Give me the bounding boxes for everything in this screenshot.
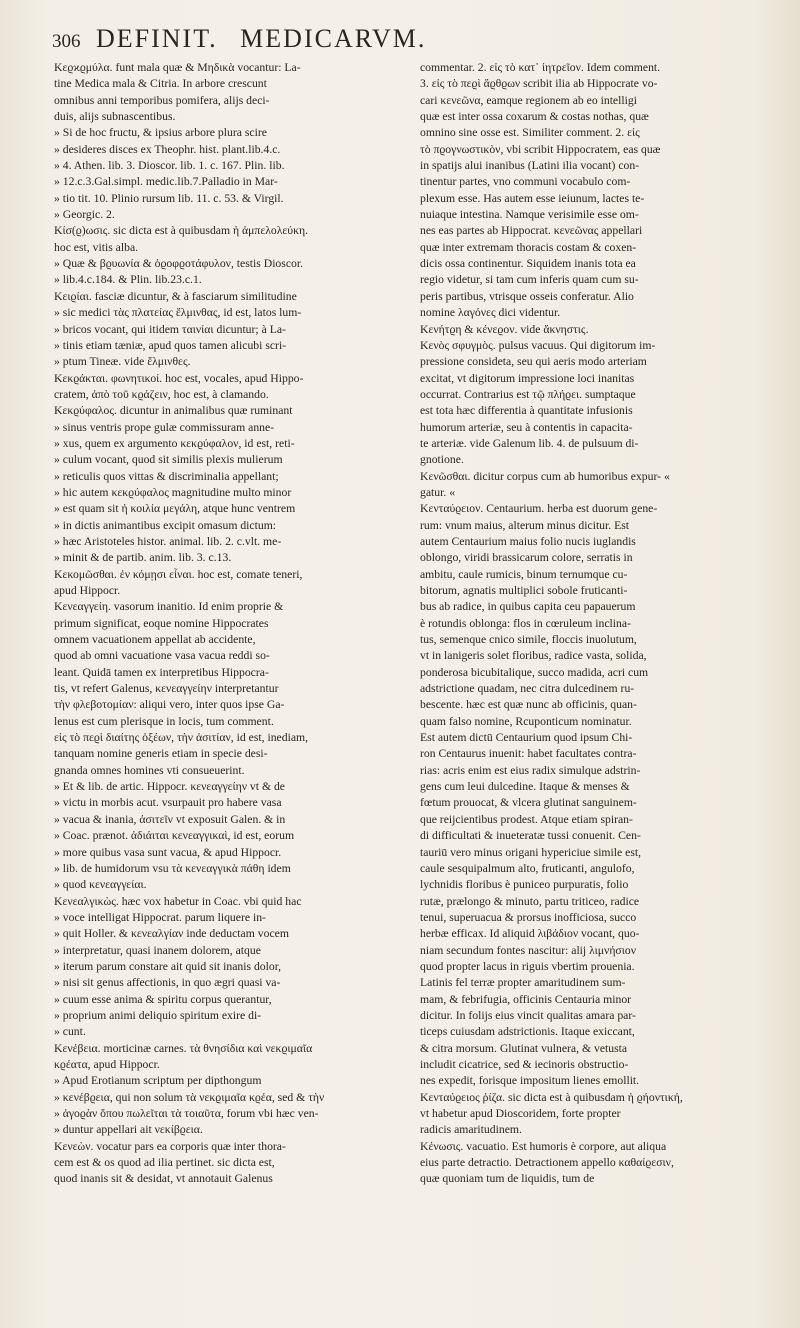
text-line: » cuum esse anima & spiritu corpus querantur, bbox=[54, 992, 272, 1006]
text-line: cari κενεῶνα, eamque regionem ab eo intelligi bbox=[420, 93, 637, 107]
text-line: » hæc Aristoteles histor. animal. lib. 2. c.vlt. me- bbox=[54, 534, 282, 548]
text-line: » tio tit. 10. Plinio rursum lib. 11. c. 53. & Virgil. bbox=[54, 191, 284, 205]
text-line: apud Hippocr. bbox=[54, 584, 121, 597]
text-line: commentar. 2. εἰς τὸ κατ᾿ ἰητρεῖον. Idem comment. bbox=[420, 61, 661, 74]
text-line: quæ inter extremam thoracis costam & coxen- bbox=[420, 240, 637, 254]
text-line: » minit & de partib. anim. lib. 3. c.13. bbox=[54, 551, 232, 565]
text-line: quæ est inter ossa coxarum & costas nothas, quæ bbox=[420, 110, 649, 124]
text-line: » 12.c.3.Gal.simpl. medic.lib.7.Palladio in Mar- bbox=[54, 175, 278, 189]
text-line: bus ab radice, in quibus capita ceu papauerum bbox=[420, 600, 636, 614]
text-line: » Apud Erotianum scriptum per dipthongum bbox=[54, 1074, 262, 1088]
running-head-right: MEDICARVM. bbox=[240, 24, 427, 53]
text-line: tinentur partes, vno communi vocabulo com- bbox=[420, 175, 631, 189]
text-line: » vacua & inania, ἀσιτεῖν vt exposuit Galen. & in bbox=[54, 812, 286, 826]
text-line: duis, alijs subnascentibus. bbox=[54, 110, 176, 124]
text-line: tenui, superuacua & prorsus inofficiosa, succo bbox=[420, 910, 637, 924]
text-line: quod propter lacus in riguis vbertim prouenia. bbox=[420, 959, 635, 973]
text-line: di difficultati & inueteratæ tussi conuenit. Cen- bbox=[420, 829, 641, 843]
text-line: τὸ πϱογνωστικὸν, vbi scribit Hippocratem, eas quæ bbox=[420, 142, 661, 156]
text-line: & citra morsum. Glutinat vulnera, & vetusta bbox=[420, 1041, 628, 1055]
text-line: nes eas partes ab Hippocrat. κενεῶνας appellari bbox=[420, 224, 643, 238]
text-line: bitorum, agnatis multiplici sobole fruticanti- bbox=[420, 584, 628, 597]
text-line: » proprium animi deliquio spiritum exire di- bbox=[54, 1008, 262, 1022]
text-line: » ἀγοϱὰν ὅπου πωλεῖται τὰ τοιαῦτα, forum vbi hæc ven- bbox=[54, 1107, 319, 1120]
text-line: rias: acris enim est eius radix simulque adstrin- bbox=[420, 763, 641, 777]
text-line: » Coac. prænot. ἀδιάιται κενεαγγικαὶ, id est, eorum bbox=[54, 829, 295, 843]
text-line: regio videtur, si tam cum inferis quam cum su- bbox=[420, 273, 639, 287]
text-line: » bricos vocant, qui itidem ταινίαι dicuntur; à La- bbox=[54, 322, 286, 336]
page-number: 306 bbox=[52, 31, 81, 52]
text-line: hoc est, vitis alba. bbox=[54, 240, 139, 254]
text-line: tine Medica mala & Citria. In arbore crescunt bbox=[54, 77, 267, 91]
text-line: dicitur. In folijs eius vincit qualitas amara par- bbox=[420, 1008, 636, 1022]
text-line: » duntur appellari ait νεκίβϱεια. bbox=[54, 1123, 203, 1137]
text-line: Κεκϱάκται. φωνητικοί. hoc est, vocales, apud Hippo- bbox=[54, 371, 304, 385]
right-column bbox=[420, 60, 772, 1322]
text-line: » hic autem κεκϱύφαλος magnitudine multo minor bbox=[54, 485, 292, 499]
text-line: omnibus anni temporibus pomifera, alijs deci- bbox=[54, 93, 270, 107]
text-line: bescente. hæc est quæ nunc ab officinis, quan- bbox=[420, 698, 637, 712]
text-line: nomine λαγόνες dici videntur. bbox=[420, 306, 561, 320]
text-line: tis, vt refert Galenus, κενεαγγείην interpretantur bbox=[54, 682, 279, 696]
text-line: includit cicatrice, sed & iecinoris obstructio- bbox=[420, 1057, 629, 1071]
text-line: » interpretatur, quasi inanem dolorem, atque bbox=[54, 943, 261, 957]
text-line: dicis ossa continentur. Siquidem inanis tota ea bbox=[420, 257, 636, 271]
text-line: oblongo, viridi brassicarum colore, serratis in bbox=[420, 551, 633, 565]
text-line: lychnidis floribus è puniceo purpuratis, folio bbox=[420, 878, 629, 892]
text-line: Κενταύϱειος ῥίζα. sic dicta est à quibusdam ἡ ϱήοντική, bbox=[420, 1090, 683, 1104]
text-line: pressione consideta, seu qui aeris modo arteriam bbox=[420, 355, 647, 369]
text-line: plexum esse. Has autem esse ieiunum, lactes te- bbox=[420, 191, 645, 205]
text-line: nes expedit, forisque impositum lienes emollit. bbox=[420, 1074, 640, 1088]
text-line: cem est & os quod ad ilia pertinet. sic dicta est, bbox=[54, 1156, 275, 1170]
text-line: Latinis fel terræ propter amaritudinem sum- bbox=[420, 976, 626, 990]
text-line: » xus, quem ex argumento κεκϱύφαλον, id est, reti- bbox=[54, 436, 295, 450]
text-line: ambitu, caule rumicis, binum ternumque cu- bbox=[420, 567, 628, 581]
text-line: Κενταύϱειον. Centaurium. herba est duorum gene- bbox=[420, 502, 658, 516]
text-line: » voce intelligat Hippocrat. parum liquere in- bbox=[54, 910, 266, 924]
text-line: primum significat, eoque nomine Hippocrates bbox=[54, 616, 269, 630]
text-line: gatur. « bbox=[420, 485, 456, 499]
text-line: in spatijs alui inanibus (Latini ilia vocant) con- bbox=[420, 159, 640, 173]
text-line: rutæ, prælongo & minuto, partu triticeo, radice bbox=[420, 894, 640, 908]
text-line: » Et & lib. de artic. Hippocr. κενεαγγείην vt & de bbox=[54, 780, 285, 794]
text-line: ticeps cuiusdam adstrictionis. Itaque exiccant, bbox=[420, 1025, 635, 1039]
text-line: herbæ efficax. Id aliquid λιβάδιον vocant, quo- bbox=[420, 927, 640, 941]
text-line: tus, semenque cnico simile, floccis inuolutum, bbox=[420, 633, 637, 647]
text-line: excitat, vt digitorum impressione loci inanitas bbox=[420, 371, 635, 385]
text-line: » more quibus vasa sunt vacua, & apud Hippocr. bbox=[54, 845, 282, 859]
text-line: quod ab omni vacuatione vasa vacua reddi so- bbox=[54, 649, 270, 663]
text-line: Κειϱίαι. fasciæ dicuntur, & à fasciarum similitudine bbox=[54, 289, 297, 303]
text-line: nuiaque intestina. Namque verisimile esse om- bbox=[420, 208, 639, 222]
text-line: Κενὸς σφυγμὸς. pulsus vacuus. Qui digitorum im- bbox=[420, 338, 656, 352]
text-line: ron Centaurus inuenit: habet facultates contra- bbox=[420, 747, 637, 761]
text-line: autem Centaurium maius folio nucis iuglandis bbox=[420, 534, 636, 548]
text-line: Κεϱϰϱμύλα. funt mala quæ & Μηδικὰ vocantur: La- bbox=[54, 61, 301, 74]
text-line: Κένωσις. vacuatio. Est humoris è corpore, aut aliqua bbox=[420, 1139, 667, 1153]
text-line: Κεκϱύφαλος. dicuntur in animalibus quæ ruminant bbox=[54, 404, 293, 418]
text-line: leant. Quidā tamen ex interpretibus Hippocra- bbox=[54, 665, 269, 679]
text-line: tauriū vero minus origani hypericiue simile est, bbox=[420, 845, 642, 859]
text-line: ponderosa bicubitalique, succo madida, acri cum bbox=[420, 665, 649, 679]
text-line: » culum vocant, quod sit similis plexis mulierum bbox=[54, 453, 283, 467]
text-line: » sic medici τὰς πλατείας ἕλμινθας, id est, latos lum- bbox=[54, 306, 302, 320]
running-head-left: DEFINIT. bbox=[96, 24, 218, 53]
text-line: Κεκομῶσθαι. ἐν κόμῃσι εἶναι. hoc est, comate teneri, bbox=[54, 567, 303, 581]
text-line: » lib.4.c.184. & Plin. lib.23.c.1. bbox=[54, 273, 202, 287]
running-head bbox=[96, 24, 770, 54]
text-line: gens cum leui dulcedine. Itaque & menses & bbox=[420, 780, 630, 794]
text-line: lenus est cum plerisque in locis, tum comment. bbox=[54, 714, 274, 728]
text-line: Κίσ(ϱ)ωσις. sic dicta est à quibusdam ἡ ἀμπελολεύκη. bbox=[54, 224, 309, 238]
text-line: rum: vnum maius, alterum minus dicitur. Est bbox=[420, 518, 630, 532]
text-line: est tota hæc differentia à quantitate infusionis bbox=[420, 404, 633, 418]
text-line: Est autem dictū Centaurium quod ipsum Chi- bbox=[420, 731, 633, 745]
text-line: Κενεαλγικὼς. hæc vox habetur in Coac. vbi quid hac bbox=[54, 894, 302, 908]
text-line: Κενήτϱη & κένεϱον. vide ἄκνηστις. bbox=[420, 322, 589, 336]
text-line: » Quæ & βϱυωνία & ὀϱοφϱοτάφυλον, testis Dioscor. bbox=[54, 257, 304, 271]
text-line: quod inanis sit & desidat, vt annotauit Galenus bbox=[54, 1172, 273, 1186]
text-line: » ptum Tineæ. vide ἕλμινθες. bbox=[54, 355, 191, 369]
text-line: omnino sine osse est. Similiter comment. 2. εἰς bbox=[420, 126, 640, 140]
text-line: fœtum prouocat, & vlcera glutinat sanguinem- bbox=[420, 796, 637, 810]
text-line: » quod κενεαγγείαι. bbox=[54, 878, 147, 892]
text-line: mam, & febrifugia, officinis Centauria minor bbox=[420, 992, 632, 1006]
text-line: vt in lanigeris solet floribus, radice vasta, solida, bbox=[420, 649, 647, 663]
text-line: εἰς τὸ πεϱὶ διαίτης ὀξέων, τὴν ἀσιτίαν, id est, inediam, bbox=[54, 731, 309, 745]
text-line: que reijcientibus prodest. Atque etiam spiran- bbox=[420, 812, 633, 826]
text-line: peris partibus, vtrisque osseis conferatur. Alio bbox=[420, 289, 634, 303]
text-line: cratem, ἀπὸ τοῦ κϱάζειν, hoc est, à clamando. bbox=[54, 387, 269, 401]
text-line: » 4. Athen. lib. 3. Dioscor. lib. 1. c. 167. Plin. lib. bbox=[54, 159, 285, 173]
text-line: 3. εἰς τὸ πεϱὶ ἄϱθϱων scribit ilia ab Hippocrate vo- bbox=[420, 77, 658, 91]
text-line: » sinus ventris prope gulæ commissuram anne- bbox=[54, 420, 275, 434]
text-line: omnem vacuationem appellat ab accidente, bbox=[54, 633, 256, 647]
text-line: quam falso nomine, Rcuponticum nominatur. bbox=[420, 714, 632, 728]
text-line: Κενέβεια. morticinæ carnes. τὰ θνησίδια καὶ νεκϱιμαῖα bbox=[54, 1041, 313, 1055]
text-line: gnanda omnes homines vti consueuerint. bbox=[54, 763, 245, 777]
text-line: » tinis etiam tæniæ, apud quos tamen alicubi scri- bbox=[54, 338, 287, 352]
text-line: eius parte detractio. Detractionem appello καθαίϱεσιν, bbox=[420, 1156, 674, 1170]
text-line: è rotundis oblonga: flos in cœruleum inclina- bbox=[420, 616, 631, 630]
text-line: adstrictione quadam, nec citra dulcedinem ru- bbox=[420, 682, 635, 696]
page-header bbox=[52, 24, 770, 60]
text-line: » desideres disces ex Theophr. hist. plant.lib.4.c. bbox=[54, 142, 281, 156]
text-line: » victu in morbis acut. vsurpauit pro habere vasa bbox=[54, 796, 282, 810]
text-line: tanquam nomine generis etiam in specie desi- bbox=[54, 747, 268, 761]
text-line: » Georgic. 2. bbox=[54, 208, 115, 222]
text-line: Κενεὼν. vocatur pars ea corporis quæ inter thora- bbox=[54, 1139, 286, 1153]
text-line: » reticulis quos vittas & discriminalia appellant; bbox=[54, 469, 279, 483]
text-line: » quit Holler. & κενεαλγίαν inde deductam vocem bbox=[54, 927, 289, 941]
text-line: gnotione. bbox=[420, 453, 464, 467]
text-line: » κενέβϱεια, qui non solum τὰ νεκϱιμαῖα κϱέα, sed & τὴν bbox=[54, 1090, 325, 1104]
text-line: niam secundum fontes nascitur: alij λιμνήσιον bbox=[420, 943, 637, 957]
text-line: Κενῶσθαι. dicitur corpus cum ab humoribus expur- « bbox=[420, 469, 670, 483]
text-line: » Si de hoc fructu, & ipsius arbore plura scire bbox=[54, 126, 267, 140]
text-line: quæ quoniam tum de liquidis, tum de bbox=[420, 1172, 595, 1186]
text-line: » lib. de humidorum vsu τὰ κενεαγγικὰ πάθη idem bbox=[54, 861, 291, 875]
text-line: Κενεαγγείη. vasorum inanitio. Id enim proprie & bbox=[54, 600, 284, 614]
text-line: » cunt. bbox=[54, 1025, 86, 1039]
text-line: te arteriæ. vide Galenum lib. 4. de pulsuum di- bbox=[420, 436, 639, 450]
text-line: κϱέατα, apud Hippocr. bbox=[54, 1057, 160, 1071]
text-line: » in dictis animantibus excipit omasum dictum: bbox=[54, 518, 277, 532]
text-line: » iterum parum constare ait quid sit inanis dolor, bbox=[54, 959, 282, 973]
text-line: τὴν φλεβοτομίαν: aliqui vero, inter quos ipse Ga- bbox=[54, 698, 285, 712]
text-line: humorum arteriæ, seu à contentis in capacita- bbox=[420, 420, 633, 434]
left-column bbox=[54, 60, 410, 1322]
text-line: vt habetur apud Dioscoridem, forte propter bbox=[420, 1107, 621, 1120]
text-line: radicis amaritudinem. bbox=[420, 1123, 522, 1137]
text-line: occurrat. Contrarius est τῷ πλήϱει. sumptaque bbox=[420, 387, 636, 401]
text-line: » nisi sit genus affectionis, in quo ægri quasi va- bbox=[54, 976, 281, 990]
text-line: caule sesquipalmum alto, fruticanti, angulofo, bbox=[420, 861, 635, 875]
text-line: » est quam sit ἡ κοιλία μεγάλη, atque hunc ventrem bbox=[54, 502, 296, 516]
